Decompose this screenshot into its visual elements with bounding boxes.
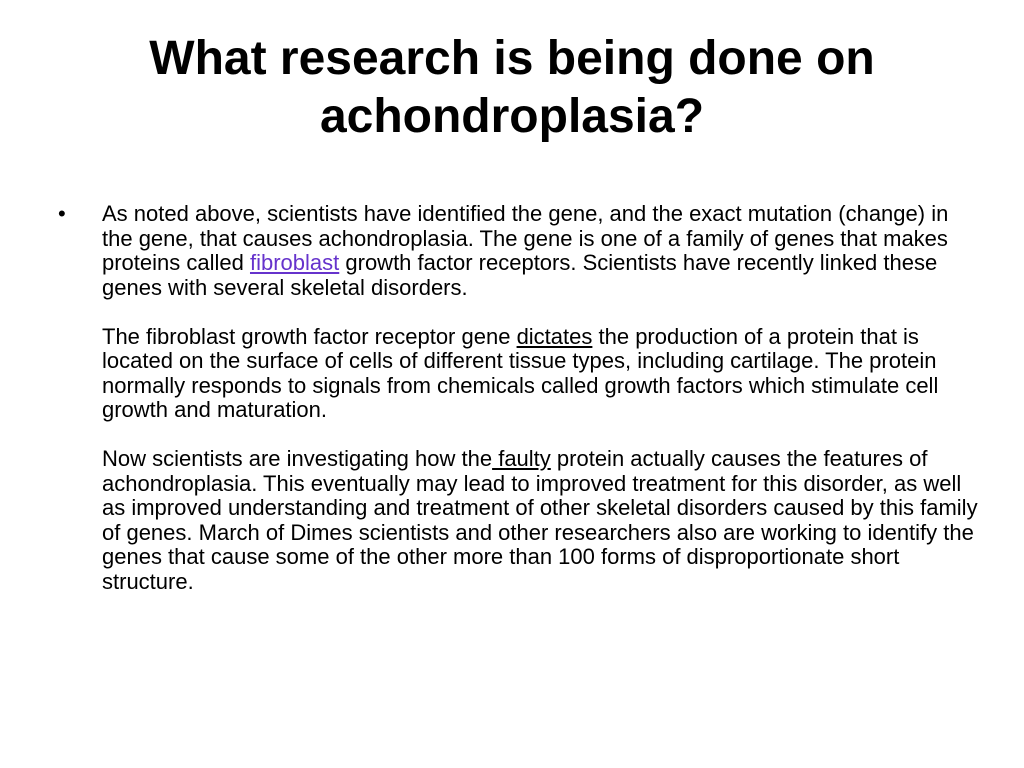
paragraph-1-text-end: growth factor receptors. Scientists have recently linked these genes with several skeletal disorders. <box>102 250 938 300</box>
bullet-marker: • <box>58 201 66 226</box>
dictates-underlined-word: dictates <box>516 323 593 349</box>
fibroblast-link[interactable]: fibroblast <box>249 250 340 275</box>
faulty-underlined-word: faulty <box>492 446 551 471</box>
slide-body <box>58 202 978 594</box>
bullet-content <box>102 202 978 594</box>
paragraph-3-text-end: protein actually causes the features of achondroplasia. This eventually may lead to improved treatment for this disorder, as well as improved understanding and treatment of other skeletal disorders caused by this family of genes. March of Dimes scientists and other researchers also are working to identify the genes that cause some of the other more than 100 forms of disproportionate short structure. <box>102 446 978 594</box>
slide-title: What research is being done on achondroplasia? <box>149 32 875 143</box>
paragraph-2-text-start: The fibroblast growth factor receptor gene <box>102 323 517 349</box>
paragraph-1-text-start: As noted above, scientists have identified the gene, and the exact mutation (change) in the gene, that causes achondroplasia. The gene is one of a family of genes that makes proteins called <box>102 201 949 275</box>
bullet-item <box>58 202 978 594</box>
paragraph-2 <box>102 325 978 423</box>
paragraph-3 <box>102 447 978 594</box>
paragraph-2-text-end: the production of a protein that is located on the surface of cells of different tissue types, including cartilage. The protein normally responds to signals from chemicals called growth factors which stimulate cell growth and maturation. <box>102 323 939 422</box>
paragraph-3-text-start: Now scientists are investigating how the <box>102 446 493 471</box>
paragraph-1 <box>102 202 978 300</box>
